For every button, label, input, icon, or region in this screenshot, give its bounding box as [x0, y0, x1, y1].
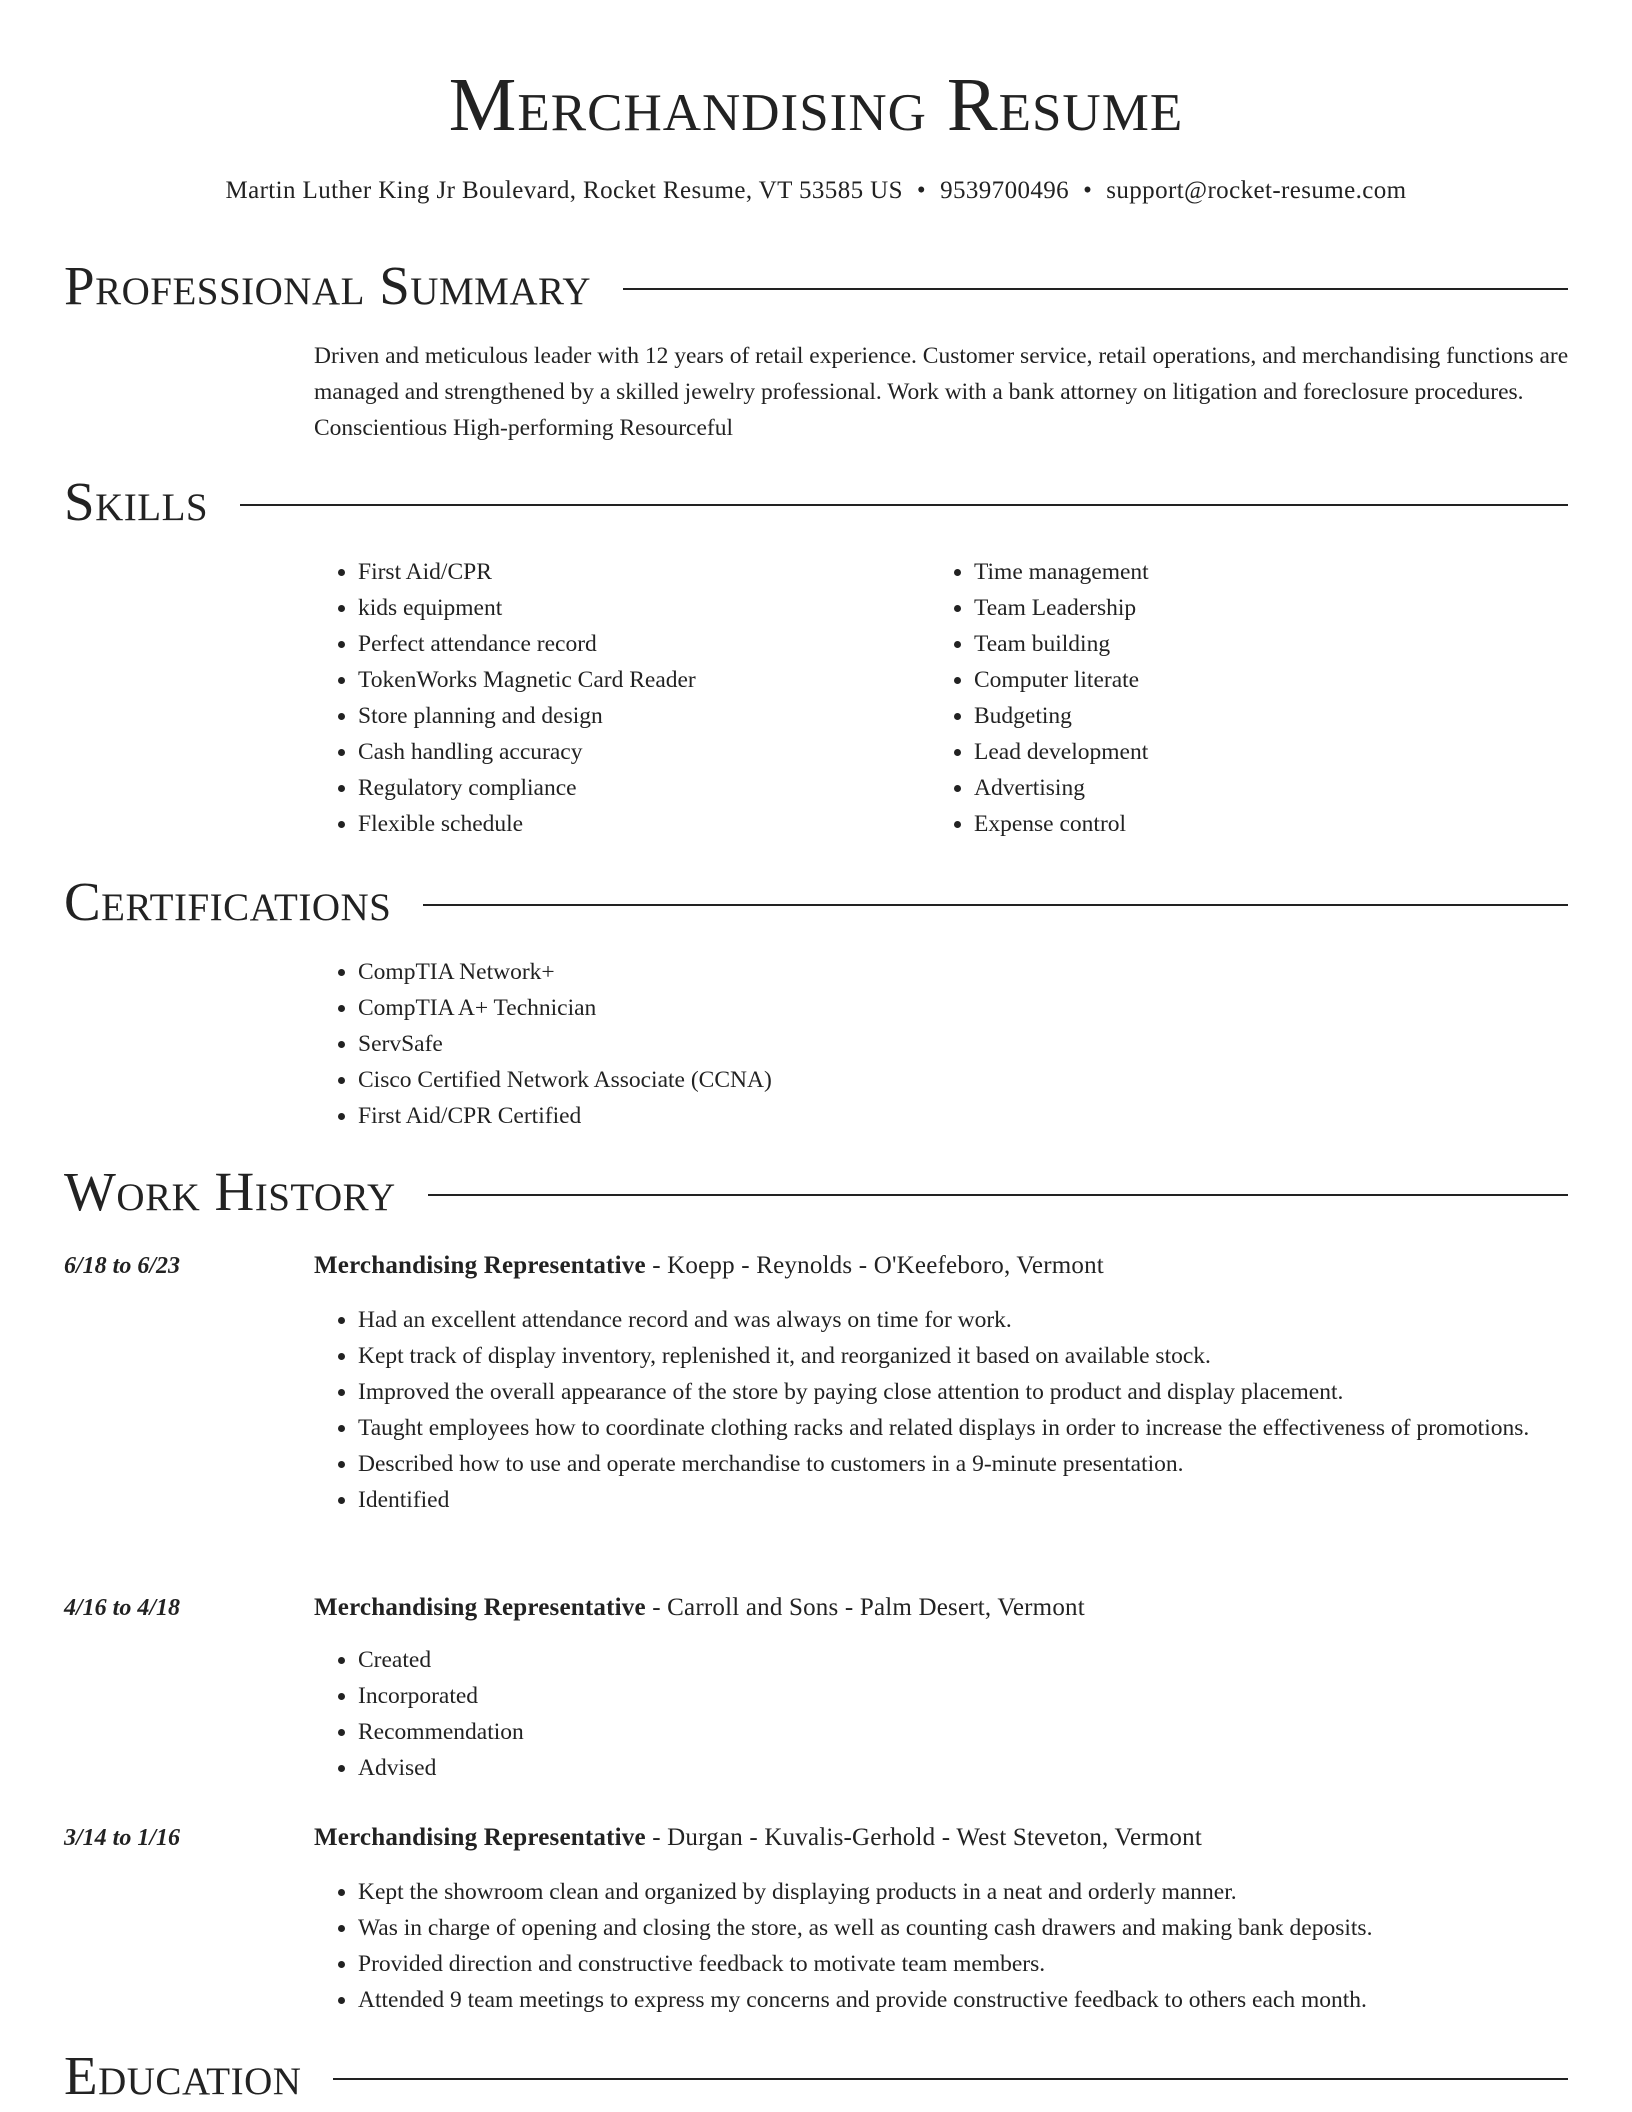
job-title: Merchandising Representative [314, 1252, 646, 1279]
job-duty: • Attended 9 team meetings to express my concerns and provide constructive feedback to others each month. [358, 1982, 1574, 2018]
section-divider [333, 2078, 1568, 2080]
certification-item: • CompTIA A+ Technician [358, 990, 1574, 1026]
job-dates: 6/18 to 6/23 [64, 1253, 181, 1279]
job-employer: - Koepp - Reynolds - O'Keefeboro, Vermont [645, 1252, 1104, 1279]
section-heading-summary: Professional Summary [64, 255, 592, 316]
job-employer: - Durgan - Kuvalis-Gerhold - West Steveton, Vermont [645, 1824, 1202, 1851]
job-title: Merchandising Representative [314, 1594, 646, 1621]
section-heading-certifications: Certifications [64, 871, 392, 932]
certification-item: • CompTIA Network+ [358, 954, 1574, 990]
job-duty: • Kept the showroom clean and organized by displaying products in a neat and orderly manner. [358, 1874, 1574, 1910]
section-divider [240, 504, 1568, 506]
job-duty: • Had an excellent attendance record and was always on time for work. [358, 1302, 1574, 1338]
skill-item: • Budgeting [974, 698, 1570, 734]
job-duties [314, 1302, 1574, 1518]
job-duty: • Provided direction and constructive feedback to motivate team members. [358, 1946, 1574, 1982]
skill-item: • Regulatory compliance [358, 770, 914, 806]
section-header-work-history [64, 1160, 1568, 1224]
skill-item: • First Aid/CPR [358, 554, 914, 590]
contact-line [0, 174, 1632, 208]
job-duty: • Recommendation [358, 1714, 1574, 1750]
job-duty: • Taught employees how to coordinate clothing racks and related displays in order to increase the effectiveness of promotions. [358, 1410, 1574, 1446]
section-header-education [64, 2044, 1568, 2108]
job-duty: • Identified [358, 1482, 1574, 1518]
job-duty: • Was in charge of opening and closing the store, as well as counting cash drawers and making bank deposits. [358, 1910, 1574, 1946]
job-heading [314, 1590, 1085, 1626]
job-heading [314, 1820, 1202, 1856]
skill-item: • Expense control [974, 806, 1570, 842]
job-dates: 3/14 to 1/16 [64, 1825, 181, 1851]
job-duties [314, 1642, 1574, 1786]
job-title: Merchandising Representative [314, 1824, 646, 1851]
certifications-block [314, 954, 1574, 1134]
skill-item: • Advertising [974, 770, 1570, 806]
skill-item: • TokenWorks Magnetic Card Reader [358, 662, 914, 698]
job-duty: • Advised [358, 1750, 1574, 1786]
certification-item: • Cisco Certified Network Associate (CCNA) [358, 1062, 1574, 1098]
skills-list-left [314, 554, 914, 842]
certification-item: • ServSafe [358, 1026, 1574, 1062]
contact-phone: 9539700496 [940, 177, 1070, 204]
section-header-summary [64, 254, 1568, 318]
skill-item: • Store planning and design [358, 698, 914, 734]
section-divider [423, 904, 1568, 906]
skill-item: • Team building [974, 626, 1570, 662]
job-duties-list [314, 1874, 1574, 2018]
job-duties-list [314, 1642, 1574, 1786]
section-heading-work-history: Work History [64, 1161, 396, 1222]
skills-column-right [930, 554, 1570, 842]
job-duty: • Incorporated [358, 1678, 1574, 1714]
skill-item: • Perfect attendance record [358, 626, 914, 662]
job-duties-list [314, 1302, 1574, 1518]
skill-item: • Team Leadership [974, 590, 1570, 626]
skill-item: • Cash handling accuracy [358, 734, 914, 770]
job-duty: • Kept track of display inventory, replenished it, and reorganized it based on available stock. [358, 1338, 1574, 1374]
skills-column-left [314, 554, 914, 842]
contact-separator: • [1083, 177, 1093, 204]
section-heading-education: Education [64, 2045, 302, 2106]
job-duty: • Described how to use and operate merchandise to customers in a 9-minute presentation. [358, 1446, 1574, 1482]
job-dates: 4/16 to 4/18 [64, 1595, 181, 1621]
contact-email: support@rocket-resume.com [1106, 177, 1407, 204]
certifications-list [314, 954, 1574, 1134]
certification-item: • First Aid/CPR Certified [358, 1098, 1574, 1134]
section-heading-skills: Skills [64, 471, 209, 532]
skill-item: • Lead development [974, 734, 1570, 770]
skill-item: • kids equipment [358, 590, 914, 626]
skill-item: • Time management [974, 554, 1570, 590]
resume-title: Merchandising Resume [448, 63, 1184, 147]
job-heading [314, 1248, 1104, 1284]
job-duty: • Created [358, 1642, 1574, 1678]
section-divider [428, 1194, 1568, 1196]
summary-text: Driven and meticulous leader with 12 years of retail experience. Customer service, retail operations, and merchandising functions are managed and strengthened by a skilled jewelry professional. Work with a bank attorney on litigation and foreclosure procedures. Conscientious High-performing Resourceful [314, 343, 1569, 441]
section-divider [623, 288, 1568, 290]
skills-list-right [930, 554, 1570, 842]
job-duty: • Improved the overall appearance of the store by paying close attention to product and display placement. [358, 1374, 1574, 1410]
skill-item: • Flexible schedule [358, 806, 914, 842]
job-employer: - Carroll and Sons - Palm Desert, Vermont [645, 1594, 1085, 1621]
section-header-skills [64, 470, 1568, 534]
section-header-certifications [64, 870, 1568, 934]
contact-separator: • [916, 177, 927, 204]
skill-item: • Computer literate [974, 662, 1570, 698]
job-duties [314, 1874, 1574, 2018]
contact-address: Martin Luther King Jr Boulevard, Rocket Resume, VT 53585 US [225, 177, 903, 204]
